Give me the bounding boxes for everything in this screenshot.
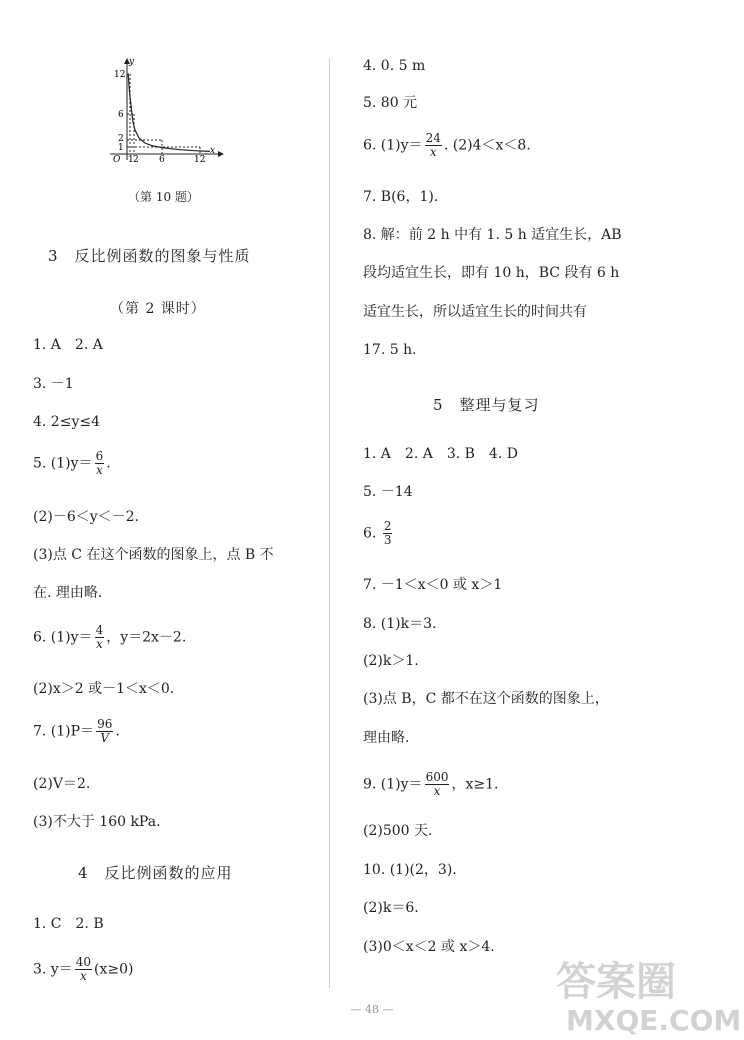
fraction: $\frac{6}{x}$ <box>95 449 104 477</box>
x-axis-label: x <box>210 146 216 156</box>
answer-line: 6. $\frac{2}{3}$ <box>363 519 392 547</box>
answer-line: (3)不大于 160 kPa. <box>33 814 161 830</box>
watermark-url: MXQE.COM <box>566 1004 742 1037</box>
answer-line: 4. 0. 5 m <box>363 58 426 74</box>
answer-line: 3. y＝ $\frac{40}{x}$ (x≥0) <box>33 955 134 983</box>
y-tick-label: 6 <box>118 110 124 120</box>
y-tick-label: 12 <box>114 70 126 80</box>
origin-label: O <box>113 155 121 164</box>
section-subtitle: （第 2 课时） <box>110 301 206 317</box>
answer-line: 1. A 2. A 3. B 4. D <box>363 446 518 462</box>
answer-line: (2)V＝2. <box>33 776 91 792</box>
answer-line: 10. (1)(2，3). <box>363 862 457 878</box>
answer-line: 8. (1)k＝3. <box>363 616 437 632</box>
answer-line: 1. A 2. A <box>33 337 103 353</box>
section-title: 4 反比例函数的应用 <box>78 864 233 882</box>
answer-line: 3. －1 <box>33 376 74 392</box>
fraction: $\frac{40}{x}$ <box>75 955 91 983</box>
fraction: $\frac{600}{x}$ <box>425 770 449 798</box>
fraction: $\frac{2}{3}$ <box>383 519 392 547</box>
x-axis-arrow <box>218 151 224 157</box>
answer-line: 5. (1)y＝ $\frac{6}{x}$ . <box>33 449 111 477</box>
section-title: 5 整理与复习 <box>433 396 540 414</box>
page-number: — 48 — <box>350 1003 394 1016</box>
answer-line: (3)点 B，C 都不在这个函数的图象上， <box>363 691 609 707</box>
answer-line: 理由略. <box>363 730 410 746</box>
answer-line: (2)－6＜y＜－2. <box>33 509 140 525</box>
y-tick-label: 1 <box>118 143 124 153</box>
watermark-logo: 答案圈 <box>556 959 676 1005</box>
answer-line: (2)500 天. <box>363 823 433 839</box>
x-tick-label: 12 <box>194 155 206 164</box>
column-divider <box>329 58 330 988</box>
answer-line: 5. －14 <box>363 484 413 500</box>
answer-line: (2)k＝6. <box>363 900 419 916</box>
answer-line: (2)x＞2 或－1＜x＜0. <box>33 681 175 697</box>
answer-line: 段均适宜生长，即有 10 h，BC 段有 6 h <box>363 265 620 281</box>
answer-line: (2)k＞1. <box>363 653 419 669</box>
answer-line: 7. B(6，1). <box>363 189 439 205</box>
answer-line: 17. 5 h. <box>363 342 417 358</box>
x-tick-label: 1 <box>128 155 134 164</box>
answer-line: 适宜生长，所以适宜生长的时间共有 <box>363 304 587 320</box>
answer-line: 5. 80 元 <box>363 95 418 111</box>
section-title: 3 反比例函数的图象与性质 <box>48 247 251 265</box>
fraction: $\frac{96}{V}$ <box>97 717 113 745</box>
fraction: $\frac{4}{x}$ <box>95 623 104 651</box>
answer-line: 4. 2≤y≤4 <box>33 414 100 430</box>
answer-line: 1. C 2. B <box>33 916 104 932</box>
answer-line: 6. (1)y＝ $\frac{4}{x}$ ，y＝2x－2. <box>33 623 187 651</box>
answer-line: 7. －1＜x＜0 或 x＞1 <box>363 577 503 593</box>
answer-line: 8. 解：前 2 h 中有 1. 5 h 适宜生长，AB <box>363 227 622 243</box>
y-tick-label: 2 <box>118 134 124 144</box>
fraction: $\frac{24}{x}$ <box>425 131 441 159</box>
answer-line: (3)点 C 在这个函数的图象上，点 B 不 <box>33 547 274 563</box>
y-axis-label: y <box>129 57 135 67</box>
x-tick-label: 6 <box>159 155 165 164</box>
answer-line: 在. 理由略. <box>33 585 103 601</box>
answer-line: (3)0＜x＜2 或 x＞4. <box>363 939 495 955</box>
answer-line: 7. (1)P＝ $\frac{96}{V}$ . <box>33 717 120 745</box>
figure-caption: （第 10 题） <box>128 190 199 204</box>
hyperbola-graph <box>100 52 230 164</box>
x-tick-label: 2 <box>133 155 139 164</box>
answer-line: 9. (1)y＝ $\frac{600}{x}$ ，x≥1. <box>363 770 499 798</box>
answer-line: 6. (1)y＝ $\frac{24}{x}$ . (2)4＜x＜8. <box>363 131 531 159</box>
